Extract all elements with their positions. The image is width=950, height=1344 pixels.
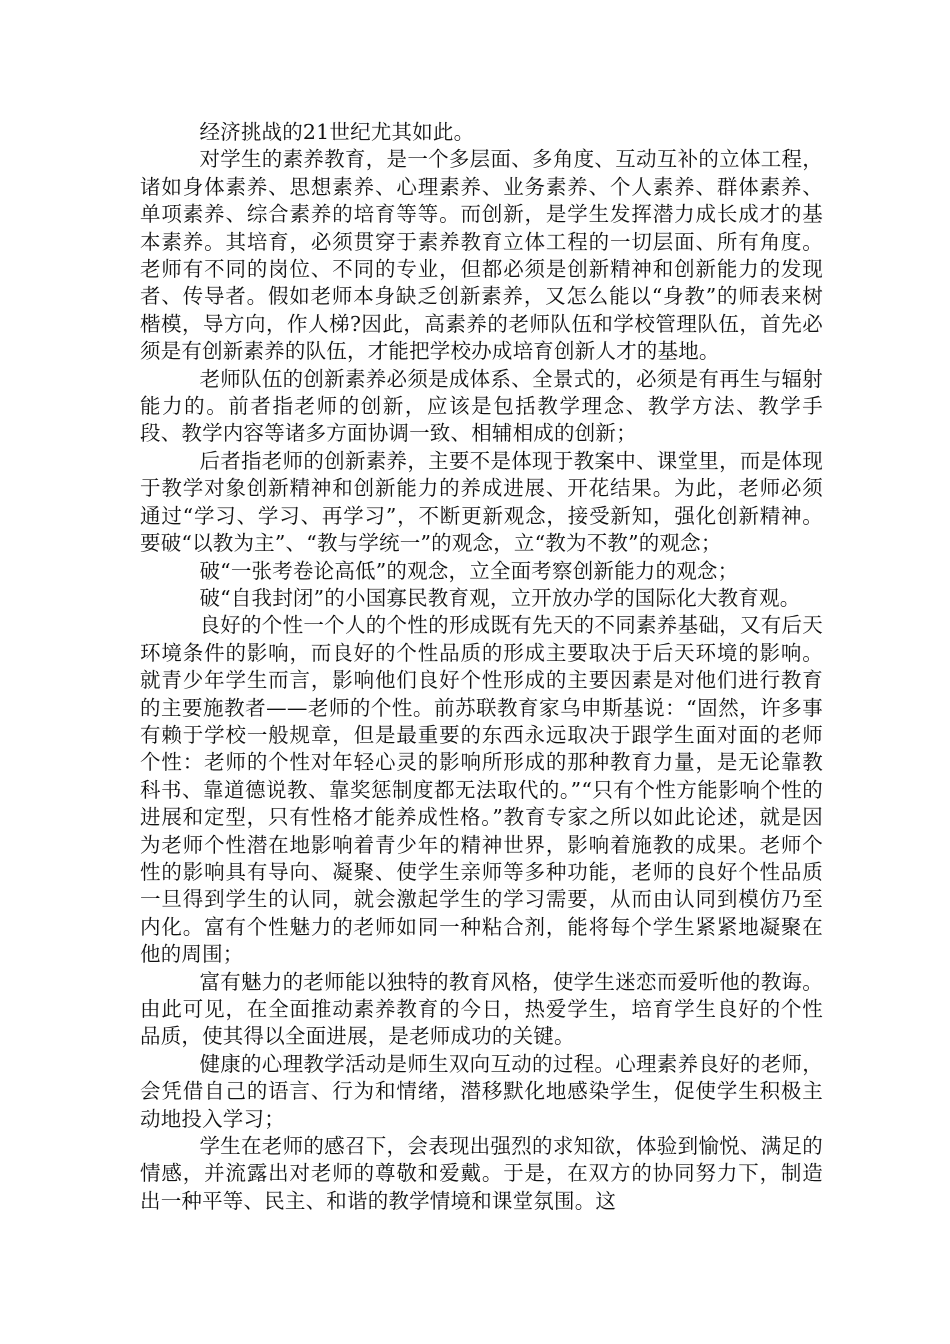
paragraph-2: 对学生的素养教育，是一个多层面、多角度、互动互补的立体工程，诸如身体素养、思想素养、心理素养、业务素养、个人素养、群体素养、单项素养、综合素养的培育等等。而创新，是学生发挥潜力成长成才的基本素养。其培育，必须贯穿于素养教育立体工程的一切层面、所有角度。老师有不同的岗位、不同的专业，但都必须是创新精神和创新能力的发现者、传导者。假如老师本身缺乏创新素养，又怎么能以“身教”的师表来树楷模，导方向，作人梯?因此，高素养的老师队伍和学校管理队伍，首先必须是有创新素养的队伍，才能把学校办成培育创新人才的基地。 <box>140 147 823 364</box>
paragraph-8: 富有魅力的老师能以独特的教育风格，使学生迷恋而爱听他的教诲。由此可见，在全面推动素养教育的今日，热爱学生，培育学生良好的个性品质，使其得以全面进展，是老师成功的关键。 <box>140 969 823 1049</box>
document-body <box>140 119 823 1215</box>
paragraph-5: 破“一张考卷论高低”的观念，立全面考察创新能力的观念； <box>199 558 739 583</box>
paragraph-10: 学生在老师的感召下，会表现出强烈的求知欲，体验到愉悦、满足的情感，并流露出对老师的尊敬和爱戴。于是，在双方的协同努力下，制造出一种平等、民主、和谐的教学情境和课堂氛围。这 <box>140 1134 823 1213</box>
paragraph-9: 健康的心理教学活动是师生双向互动的过程。心理素养良好的老师，会凭借自己的语言、行为和情绪，潜移默化地感染学生，促使学生积极主动地投入学习； <box>140 1051 823 1131</box>
paragraph-1: 经济挑战的21世纪尤其如此。 <box>199 120 475 144</box>
paragraph-4: 后者指老师的创新素养，主要不是体现于教案中、课堂里，而是体现于教学对象创新精神和创新能力的养成进展、开花结果。为此，老师必须通过“学习、学习、再学习”，不断更新观念，接受新知，强化创新精神。要破“以教为主”、“教与学统一”的观念，立“教为不教”的观念； <box>140 448 823 556</box>
paragraph-6: 破“自我封闭”的小国寡民教育观，立开放办学的国际化大教育观。 <box>199 585 801 610</box>
paragraph-3: 老师队伍的创新素养必须是成体系、全景式的，必须是有再生与辐射能力的。前者指老师的创新，应该是包括教学理念、教学方法、教学手段、教学内容等诸多方面协调一致、相辅相成的创新； <box>140 366 823 446</box>
paragraph-7: 良好的个性一个人的个性的形成既有先天的不同素养基础，又有后天环境条件的影响，而良好的个性品质的形成主要取决于后天环境的影响。就青少年学生而言，影响他们良好个性形成的主要因素是对他们进行教育的主要施教者——老师的个性。前苏联教育家乌申斯基说：“固然，许多事有赖于学校一般规章，但是最重要的东西永远取决于跟学生面对面的老师个性：老师的个性对年轻心灵的影响所形成的那种教育力量，是无论靠教科书、靠道德说教、靠奖惩制度都无法取代的。”“只有个性方能影响个性的进展和定型，只有性格才能养成性格。”教育专家之所以如此论述，就是因为老师个性潜在地影响着青少年的精神世界，影响着施教的成果。老师个性的影响具有导向、凝聚、使学生亲师等多种功能，老师的良好个性品质一旦得到学生的认同，就会激起学生的学习需要，从而由认同到模仿乃至内化。富有个性魅力的老师如同一种粘合剂，能将每个学生紧紧地凝聚在他的周围； <box>140 613 823 967</box>
